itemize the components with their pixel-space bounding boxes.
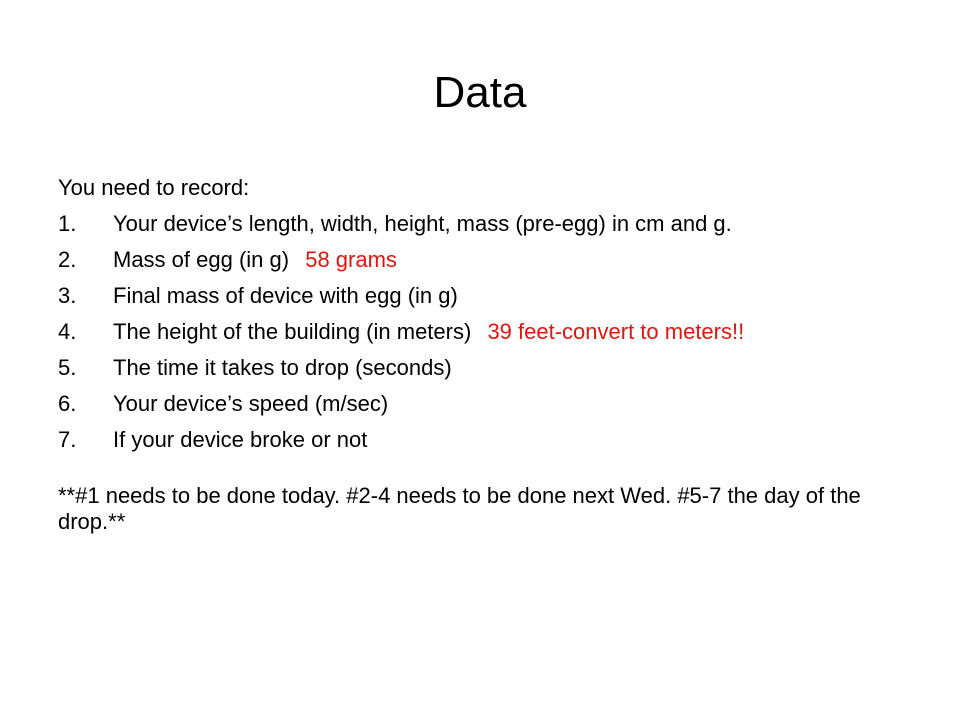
item-text: Mass of egg (in g)	[113, 247, 290, 272]
item-text: If your device broke or not	[113, 427, 368, 452]
item-text: The height of the building (in meters)	[113, 319, 472, 344]
list-item	[58, 386, 908, 422]
item-number: 4.	[58, 319, 77, 344]
list-item	[58, 278, 908, 314]
item-number: 3.	[58, 283, 77, 308]
item-text: Your device’s length, width, height, mass (pre-egg) in cm and g.	[113, 211, 732, 236]
list-item	[58, 350, 908, 386]
footer-note: **#1 needs to be done today. #2-4 needs to be done next Wed. #5-7 the day of the drop.**	[58, 483, 861, 534]
item-note: 58 grams	[305, 247, 397, 272]
item-text: The time it takes to drop (seconds)	[113, 355, 452, 380]
item-text: Your device’s speed (m/sec)	[113, 391, 389, 416]
intro-text: You need to record:	[58, 175, 250, 200]
slide-content	[58, 170, 908, 535]
list-item	[58, 206, 908, 242]
list-item	[58, 242, 908, 278]
item-number: 6.	[58, 391, 77, 416]
list-item	[58, 314, 908, 350]
record-list	[58, 206, 908, 458]
slide-title: Data	[433, 68, 527, 117]
item-note: 39 feet-convert to meters!!	[487, 319, 745, 344]
item-number: 7.	[58, 427, 77, 452]
list-item	[58, 422, 908, 458]
item-text: Final mass of device with egg (in g)	[113, 283, 458, 308]
item-number: 5.	[58, 355, 77, 380]
item-number: 2.	[58, 247, 77, 272]
item-number: 1.	[58, 211, 77, 236]
